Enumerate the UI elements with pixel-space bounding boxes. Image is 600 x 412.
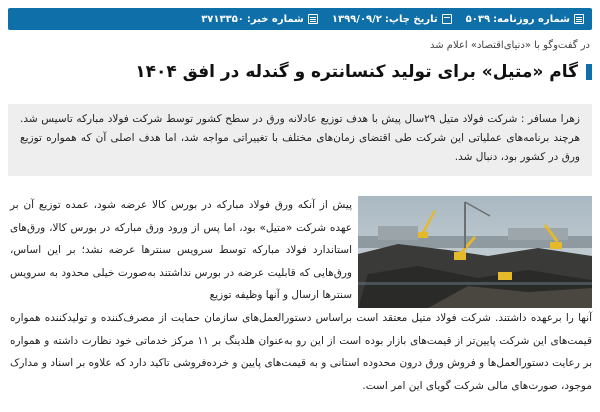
print-date-value: ۱۳۹۹/۰۹/۲ — [331, 13, 382, 25]
body-paragraph-bottom: آنها را برعهده داشتند. شرکت فولاد متیل معتقد است براساس دستورالعمل‌های سازمان حمایت از مصرف‌کننده و تولیدکننده همواره قیمت‌های این شرکت پایین‌تر از قیمت‌های بازار بوده است از این رو به‌عنوان هلدینگ بر ۱۱ مرکز خدماتی خود نظارت داشته و همواره بر رعایت دستورالعمل‌ها و فروش ورق درون محدوده استانی و به قیمت‌های پایین و خرده‌فروشی تاکید دارد که علاوه بر اسناد و مدارک موجود، صورت‌های مالی شرکت گویای این امر است. — [10, 312, 592, 392]
news-number — [201, 14, 318, 25]
document-icon — [308, 14, 318, 24]
article-photo — [358, 196, 592, 308]
news-number-value: ۳۷۱۳۳۵۰ — [201, 13, 244, 25]
print-date — [332, 14, 452, 25]
body-paragraph-top: پیش از آنکه ورق فولاد مبارکه در بورس کالا عرضه شود، عمده توزیع آن بر عهده شرکت «متیل» بود، اما پس از ورود ورق مبارکه در بورس کالا، ورق‌های استاندارد فولاد مبارکه توسط سرویس سنترها عرضه نشد؛ بر این اساس، ورق‌هایی که قابلیت عرضه در بورس نداشتند به‌صورت خیلی محدود به سرویس سنترها ارسال و آنها وظیفه توزیع — [10, 199, 352, 302]
print-date-label: تاریخ چاپ: — [384, 13, 438, 25]
article-kicker: در گفت‌وگو با «دنیای‌اقتصاد» اعلام شد — [429, 40, 590, 51]
calendar-icon — [442, 14, 452, 24]
lead-text: زهرا مسافر : شرکت فولاد متیل ۲۹سال پیش با هدف توزیع عادلانه ورق در سطح کشور توسط شرکت فولاد مبارکه تاسیس شد. هرچند برنامه‌های عملیاتی این شرکت طی اقتضای زمان‌های مختلف با تغییراتی مواجه شد، اما هدف اصلی آن که همواره توزیع ورق در کشور بود، دنبال شد. — [20, 113, 580, 163]
article-info-bar — [8, 8, 592, 30]
title-row — [135, 62, 592, 82]
news-number-label: شماره خبر: — [246, 13, 304, 25]
newspaper-number-value: ۵۰۳۹ — [465, 13, 491, 25]
newspaper-icon — [574, 14, 584, 24]
article-title: گام «متیل» برای تولید کنسانتره و گندله در افق ۱۴۰۴ — [135, 62, 578, 82]
newspaper-number-label: شماره روزنامه: — [493, 13, 570, 25]
newspaper-number — [466, 14, 584, 25]
article-body-bottom — [10, 307, 592, 397]
title-marker — [586, 64, 592, 80]
industrial-site-image — [358, 196, 592, 308]
article-body-top — [10, 194, 352, 307]
article-lead — [8, 104, 592, 176]
